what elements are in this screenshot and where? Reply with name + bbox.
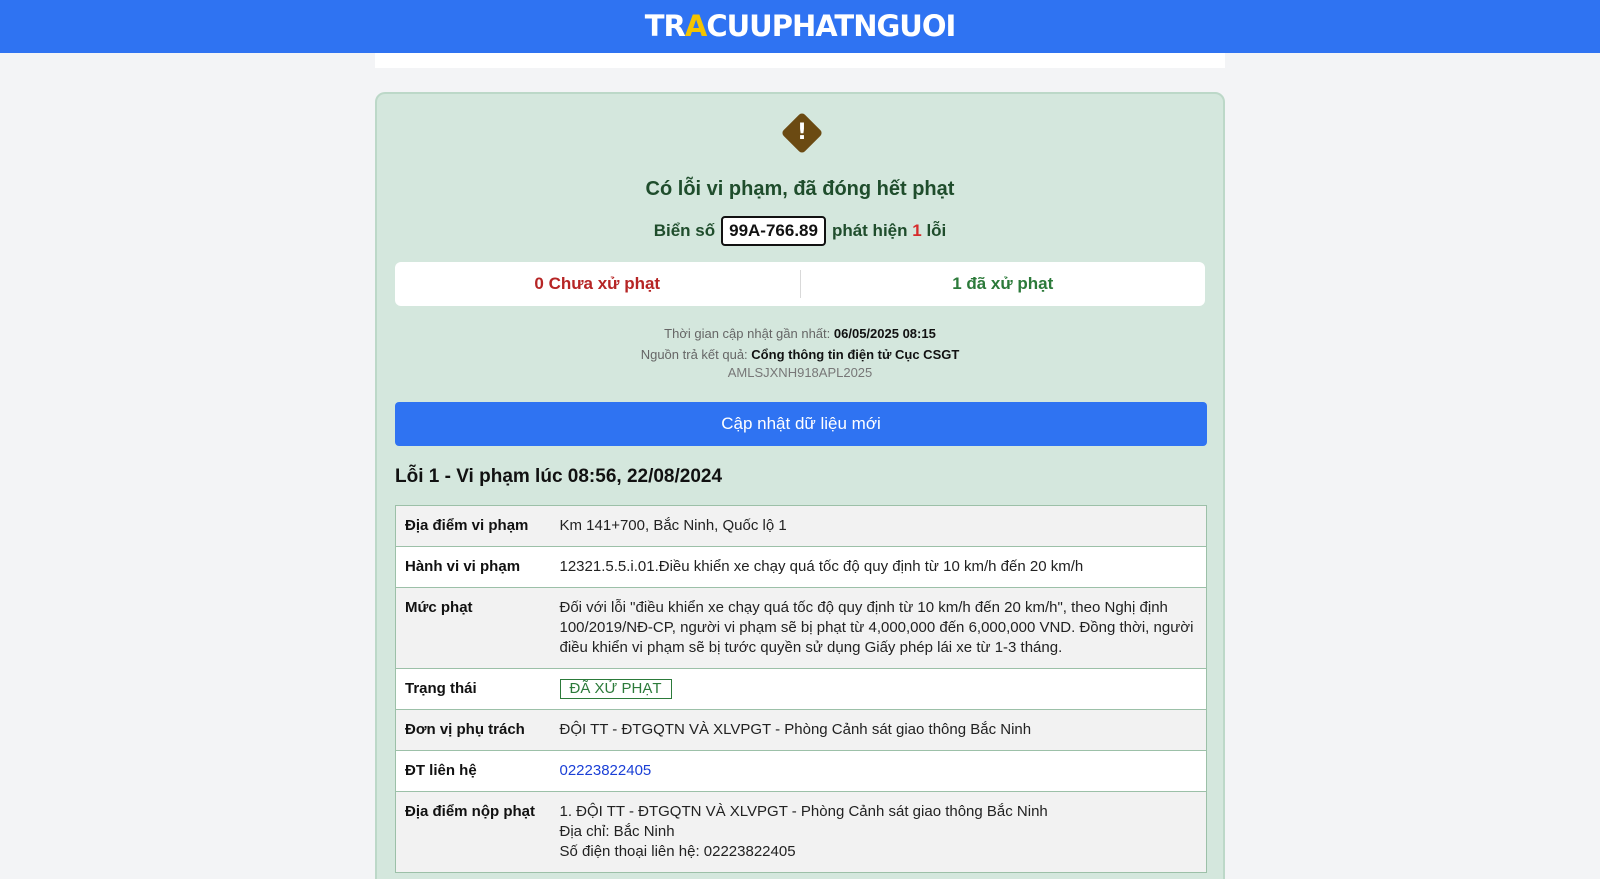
status-title: Có lỗi vi phạm, đã đóng hết phạt (645, 178, 955, 200)
row-label-status: Trạng thái (396, 669, 551, 710)
row-label-fine: Mức phạt (396, 588, 551, 669)
result-card (375, 92, 1225, 879)
row-label-behavior: Hành vi vi phạm (396, 547, 551, 588)
site-logo[interactable]: TRACUUPHATNGUOI (644, 9, 956, 43)
row-value-unit: ĐỘI TT - ĐTGQTN VÀ XLVPGT - Phòng Cảnh sát giao thông Bắc Ninh (551, 710, 1207, 751)
row-value-location: Km 141+700, Bắc Ninh, Quốc lộ 1 (551, 506, 1207, 547)
payment-place-line: 1. ĐỘI TT - ĐTGQTN VÀ XLVPGT - Phòng Cảnh sát giao thông Bắc Ninh (559, 803, 1048, 820)
result-source: Nguồn trả kết quả: Cổng thông tin điện tử Cục CSGT (640, 347, 960, 362)
plate-summary-line (377, 216, 1223, 246)
license-plate: 99A-766.89 (721, 216, 826, 246)
warning-diamond-icon: ! (781, 112, 823, 154)
table-row (396, 710, 1207, 751)
status-badge: ĐÃ XỬ PHẠT (560, 679, 672, 699)
row-value-status (551, 669, 1207, 710)
violation-title: Lỗi 1 - Vi phạm lúc 08:56, 22/08/2024 (395, 466, 723, 487)
unpaid-count-tab[interactable]: 0 Chưa xử phạt (534, 274, 661, 293)
row-label-unit: Đơn vị phụ trách (396, 710, 551, 751)
paid-count-tab[interactable]: 1 đã xử phạt (952, 274, 1054, 293)
table-row (396, 547, 1207, 588)
payment-phone-line: Số điện thoại liên hệ: 02223822405 (559, 843, 796, 860)
plate-prefix: Biển số (653, 221, 716, 240)
payment-address-line: Địa chỉ: Bắc Ninh (559, 823, 675, 840)
violation-summary (395, 262, 1205, 306)
update-time: Thời gian cập nhật gần nhất: 06/05/2025 08:15 (664, 326, 936, 341)
table-row (396, 588, 1207, 669)
detect-suffix: lỗi (926, 221, 947, 240)
row-value-payment-place (551, 792, 1207, 873)
reference-code: AMLSJXNH918APL2025 (727, 365, 873, 380)
violation-details-table (395, 505, 1207, 873)
table-row (396, 669, 1207, 710)
row-label-location: Địa điểm vi phạm (396, 506, 551, 547)
table-row (396, 506, 1207, 547)
table-row (396, 792, 1207, 873)
row-value-fine: Đối với lỗi "điều khiển xe chạy quá tốc độ quy định từ 10 km/h đến 20 km/h", theo Nghị định 100/2019/NĐ-CP, người vi phạm sẽ bị phạt từ 4,000,000 đến 6,000,000 VND. Đồng thời, người điều khiển vi phạm sẽ bị tước quyền sử dụng Giấy phép lái xe từ 1-3 tháng. (551, 588, 1207, 669)
row-value-behavior: 12321.5.5.i.01.Điều khiển xe chạy quá tốc độ quy định từ 10 km/h đến 20 km/h (551, 547, 1207, 588)
table-row (396, 751, 1207, 792)
row-label-payment-place: Địa điểm nộp phạt (396, 792, 551, 873)
row-value-phone (551, 751, 1207, 792)
violation-count: 1 (912, 221, 922, 240)
row-label-phone: ĐT liên hệ (396, 751, 551, 792)
top-navigation-bar (0, 0, 1600, 53)
contact-phone-link[interactable]: 02223822405 (559, 762, 652, 779)
search-panel-bottom-edge (375, 53, 1225, 68)
detect-prefix: phát hiện (831, 221, 908, 240)
update-data-button[interactable]: Cập nhật dữ liệu mới (395, 402, 1207, 446)
